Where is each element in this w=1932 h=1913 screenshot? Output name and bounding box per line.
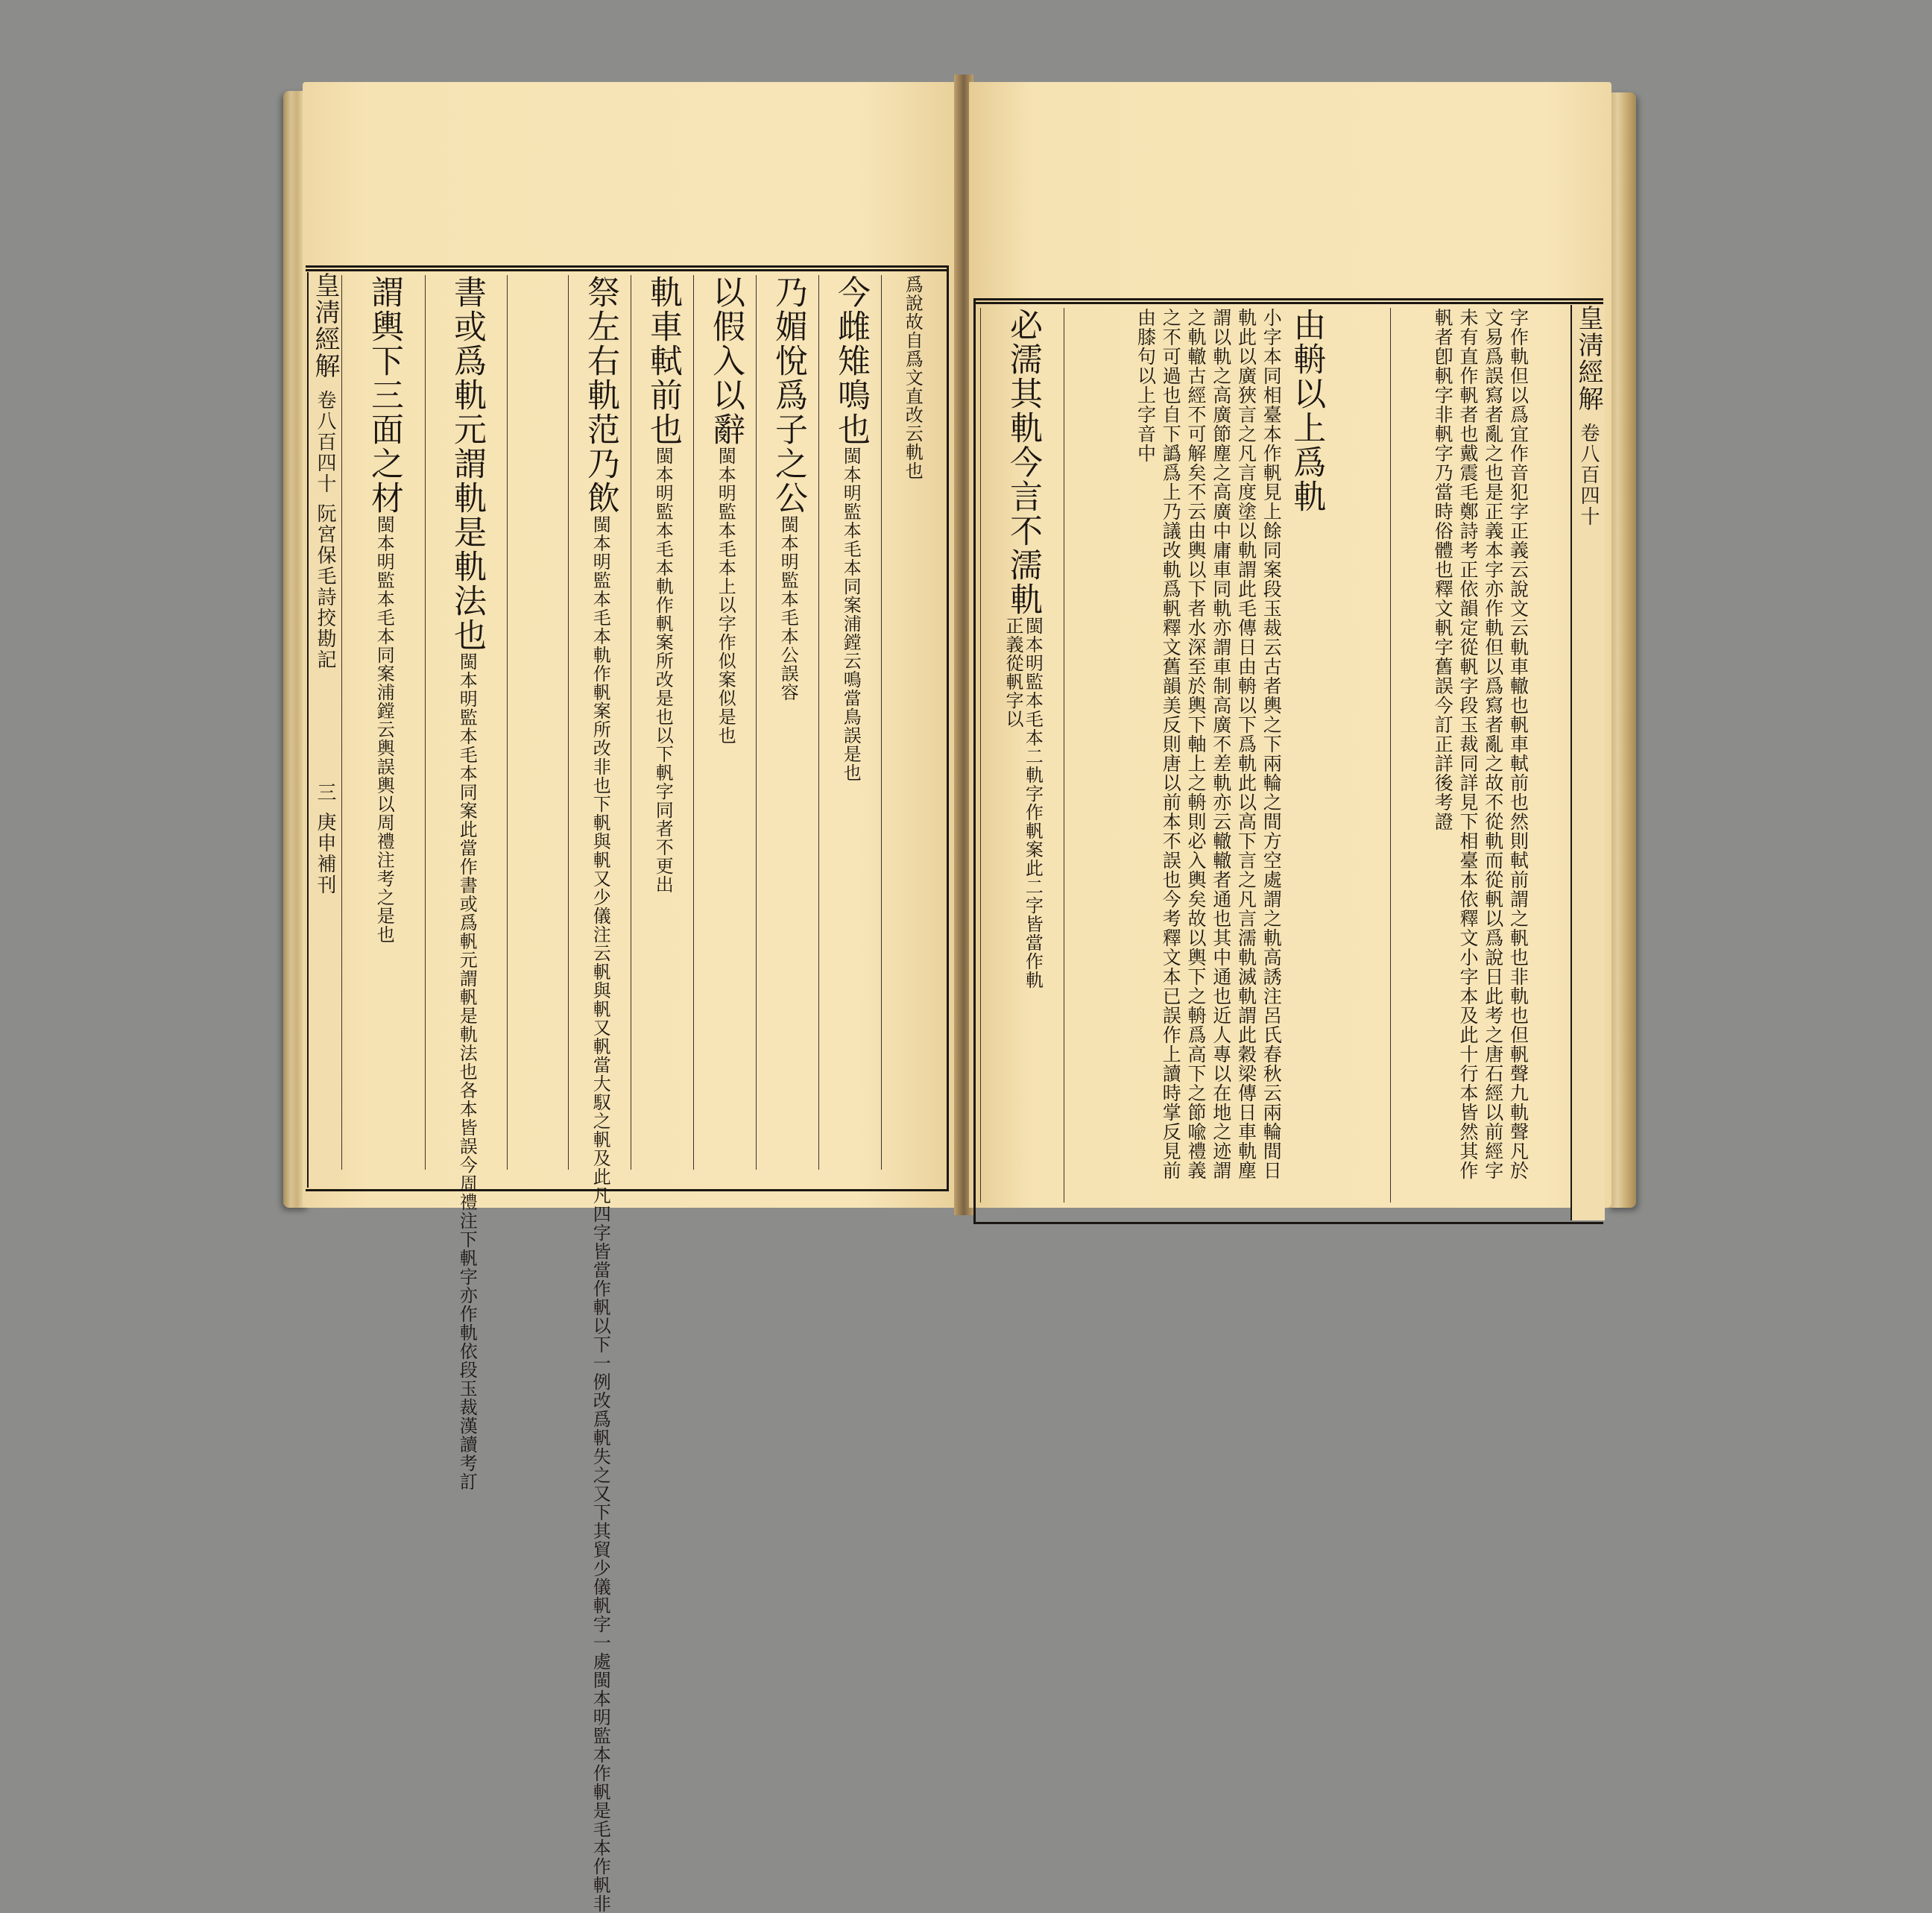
left-margin-title: 皇淸經解 (310, 272, 340, 379)
left-text-frame (306, 265, 949, 1913)
left-col-0 (881, 275, 943, 1170)
right-margin-column (1570, 305, 1605, 1220)
left-margin-edition: 庚申補刊 (314, 812, 336, 895)
left-margin-juan: 卷八百四十 (314, 390, 336, 494)
left-col-5-text: 祭左右軌范乃飲 (581, 275, 619, 515)
left-col-8-text: 謂輿下三面之材 (365, 275, 403, 515)
left-col-3 (693, 275, 757, 1170)
left-col-1-note: 閩本明監本毛本同案浦鏜云鳴當鳥誤是也 (840, 447, 862, 782)
left-col-2 (756, 275, 819, 1170)
left-col-2-text: 乃媚悅爲子之公 (769, 275, 807, 515)
right-col-0 (1390, 308, 1570, 1203)
left-col-3-note: 閩本明監本毛本上以字作似案似是也 (715, 447, 736, 745)
left-col-5 (568, 275, 631, 1913)
left-margin-column (307, 272, 341, 1188)
right-col-1-text: 由輈以上爲軌 (1287, 308, 1326, 514)
right-margin-title: 皇淸經解 (1573, 305, 1603, 412)
left-col-8-note: 閩本明監本毛本同案浦鏜云輿誤輿以周禮注考之是也 (373, 515, 395, 944)
left-col-7-text: 書或爲軌元謂軌是軌法也 (448, 275, 486, 652)
open-book (283, 75, 1636, 1913)
left-col-8 (341, 275, 426, 1170)
left-col-7 (425, 275, 508, 1491)
left-col-7-note: 閩本明監本毛本同案此當作書或爲軓元謂軓是軌法也各本皆誤今周禮注下軓字亦作軌依段玉裁漢讀考訂 (456, 652, 478, 1491)
right-col-2-note: 閩本明監本毛本二軌字作軓案此二字皆當作軌正義從軓字以 (1003, 617, 1044, 989)
right-col-2-text: 必濡其軌今言不濡軌 (1004, 308, 1042, 617)
left-col-0-note: 爲說故自爲文直改云軌也 (902, 275, 924, 480)
right-text-frame (973, 298, 1603, 1224)
left-col-5-note: 閩本明監本毛本軌作軓案所改非也下軓與軓又少儀注云軓與軓又軓當大馭之軓及此凡四字皆當作軓以下一例改爲軓失之又下其貿少儀軓字一處閩本明監本作軓是毛本作軓非 (590, 515, 611, 1913)
left-col-2-note: 閩本明監本毛本公誤容 (777, 515, 799, 702)
left-col-4-note: 閩本明監本毛本軌作軓案所改是也以下軓字同者不更出 (652, 447, 674, 894)
right-col-2 (980, 308, 1064, 1203)
right-col-0-note: 字作軌但以爲宜作音犯字正義云說文云軌車轍也軓車軾前也然則軾前謂之軓也非軌也但軓聲九軌聲凡於文易爲誤寫者亂之也是正義本字亦作軌但以爲寫者亂之故不從軌而從軓以爲說日此考之唐石經以前經字未有直作軓者也戴震毛鄭詩考正依韻定從軓字段玉裁同詳見下相臺本依釋文小字本及此十行本皆然其作軓者卽軓字非軓字乃當時俗體也釋文軓字舊誤今訂正詳後考證 (1432, 308, 1530, 1180)
right-col-1 (1064, 308, 1391, 1203)
book-edge-right (1608, 92, 1636, 1208)
right-page (969, 82, 1611, 1208)
left-page (303, 82, 959, 1913)
right-margin-juan: 卷八百四十 (1577, 423, 1600, 527)
left-col-6 (507, 275, 569, 1170)
left-col-4 (631, 275, 694, 1170)
left-margin-author: 阮宮保毛詩挍勘記 (314, 503, 336, 670)
left-margin-page-no: 三 (314, 782, 336, 803)
left-col-1-text: 今雌雉鳴也 (832, 275, 870, 447)
left-col-1 (818, 275, 882, 1170)
left-col-3-text: 以假入以辭 (707, 275, 745, 447)
left-col-4-text: 軌車軾前也 (644, 275, 682, 447)
right-col-1-note: 小字本同相臺本作軓見上餘同案段玉裁云古者輿之下兩輪之間方空處謂之軌高誘注呂氏春秋云兩輪間日軌此以廣狹言之凡言度塗以軌謂此毛傳日由輈以下爲軌此以高下言之凡言濡軌滅軌謂此穀梁傳日車軌塵謂以軌之高廣節塵之高廣中庸車同軌亦謂車制高廣不差軌亦云轍轍者通也其中通也近人專以在地之迹謂之軌轍古經不可解矣不云由輿以下者水深至於輿下軸上之輈則必入輿矣故以輿下之輈爲高下之節喩禮義之不可過也自下譌爲上乃議改軌爲軓釋文舊韻美反則唐以前本不誤也今考釋文本已誤作上讀時掌反見前由膝句以上字音中 (1134, 308, 1283, 1180)
